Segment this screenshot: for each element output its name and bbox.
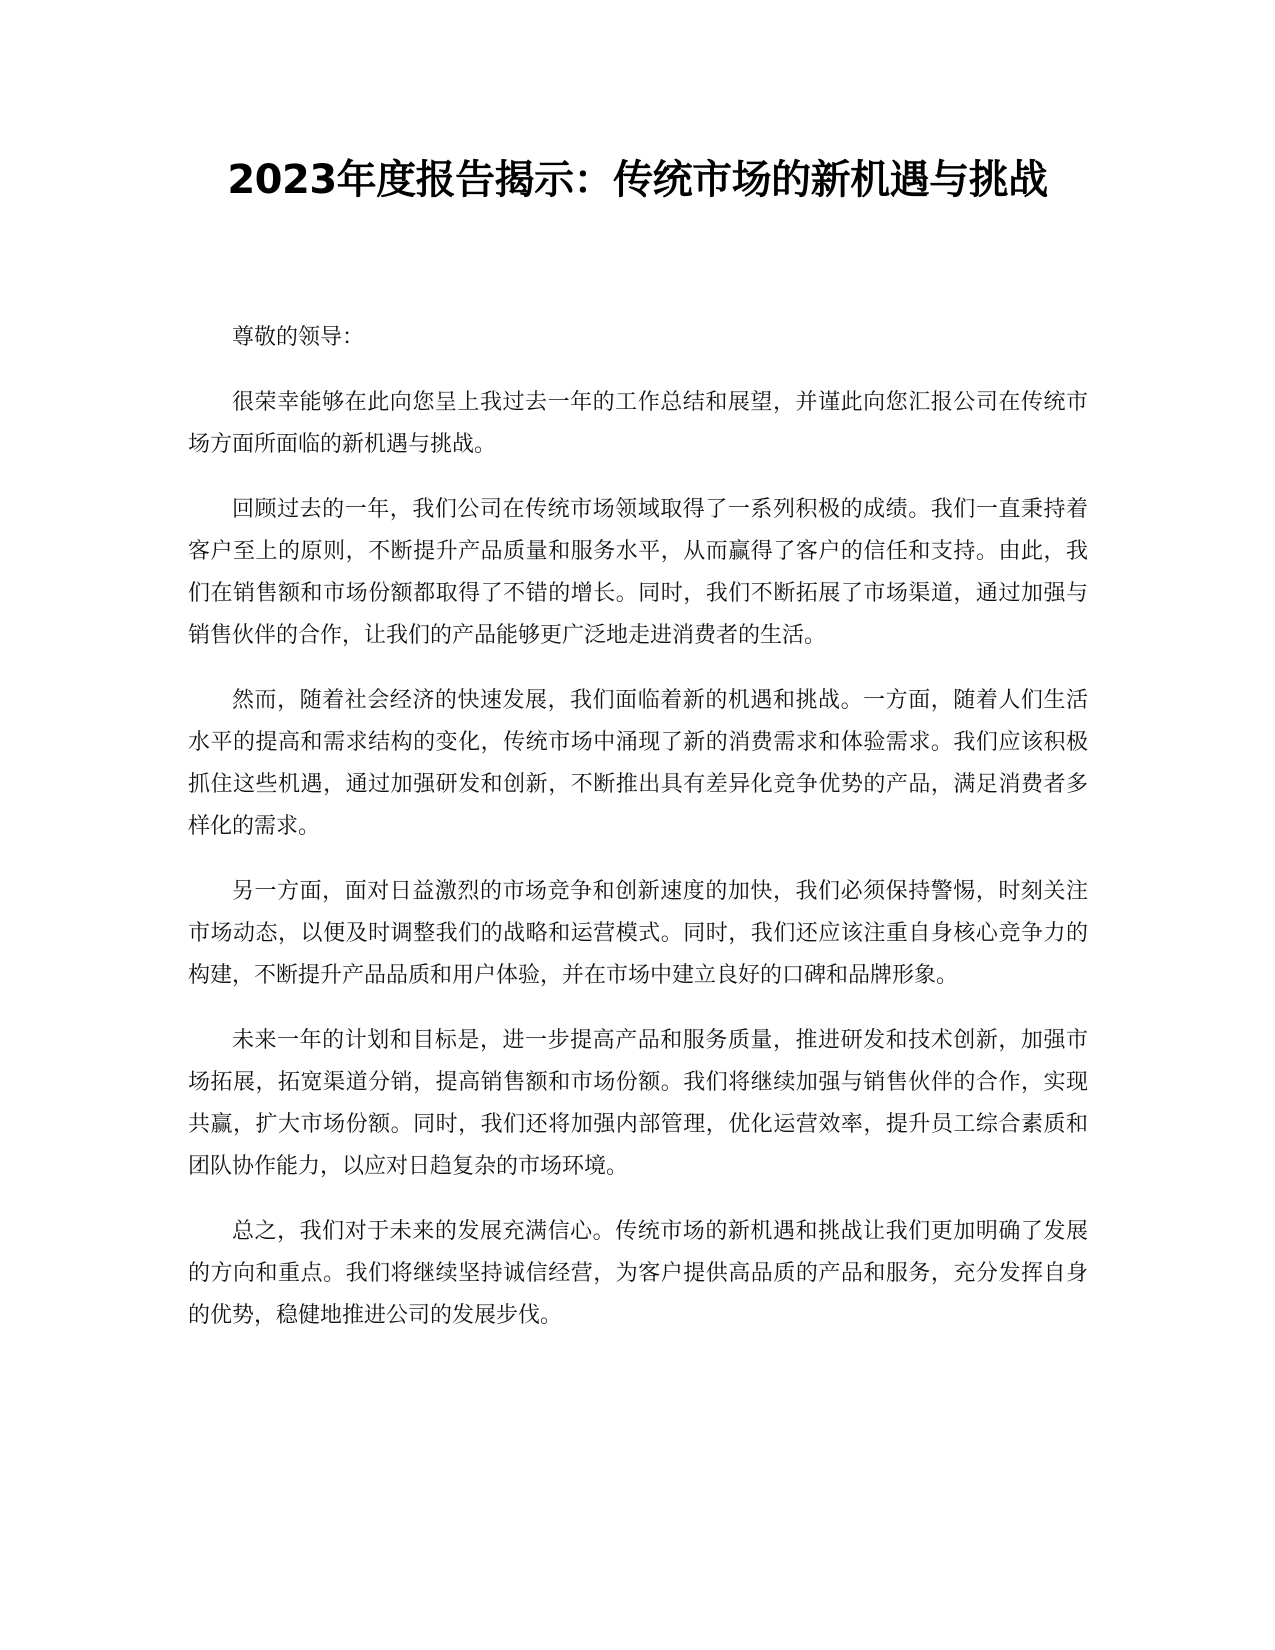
paragraph-review: 回顾过去的一年，我们公司在传统市场领域取得了一系列积极的成绩。我们一直秉持着客户至上的原则，不断提升产品质量和服务水平，从而赢得了客户的信任和支持。由此，我们在销售额和市场份额都取得了不错的增长。同时，我们不断拓展了市场渠道，通过加强与销售伙伴的合作，让我们的产品能够更广泛地走进消费者的生活。 (188, 497, 1088, 648)
paragraph-plans: 未来一年的计划和目标是，进一步提高产品和服务质量，推进研发和技术创新，加强市场拓展，拓宽渠道分销，提高销售额和市场份额。我们将继续加强与销售伙伴的合作，实现共赢，扩大市场份额。同时，我们还将加强内部管理，优化运营效率，提升员工综合素质和团队协作能力，以应对日趋复杂的市场环境。 (188, 1028, 1088, 1179)
paragraph-challenges: 另一方面，面对日益激烈的市场竞争和创新速度的加快，我们必须保持警惕，时刻关注市场动态，以便及时调整我们的战略和运营模式。同时，我们还应该注重自身核心竞争力的构建，不断提升产品品质和用户体验，并在市场中建立良好的口碑和品牌形象。 (188, 879, 1088, 988)
paragraph-intro: 很荣幸能够在此向您呈上我过去一年的工作总结和展望，并谨此向您汇报公司在传统市场方面所面临的新机遇与挑战。 (188, 390, 1088, 457)
paragraph-opportunities: 然而，随着社会经济的快速发展，我们面临着新的机遇和挑战。一方面，随着人们生活水平的提高和需求结构的变化，传统市场中涌现了新的消费需求和体验需求。我们应该积极抓住这些机遇，通过加强研发和创新，不断推出具有差异化竞争优势的产品，满足消费者多样化的需求。 (188, 688, 1088, 839)
salutation: 尊敬的领导： (232, 325, 365, 350)
document-title: 2023年度报告揭示：传统市场的新机遇与挑战 (227, 157, 1048, 203)
document-body (188, 317, 1088, 1360)
paragraph-conclusion: 总之，我们对于未来的发展充满信心。传统市场的新机遇和挑战让我们更加明确了发展的方向和重点。我们将继续坚持诚信经营，为客户提供高品质的产品和服务，充分发挥自身的优势，稳健地推进公司的发展步伐。 (188, 1219, 1088, 1328)
